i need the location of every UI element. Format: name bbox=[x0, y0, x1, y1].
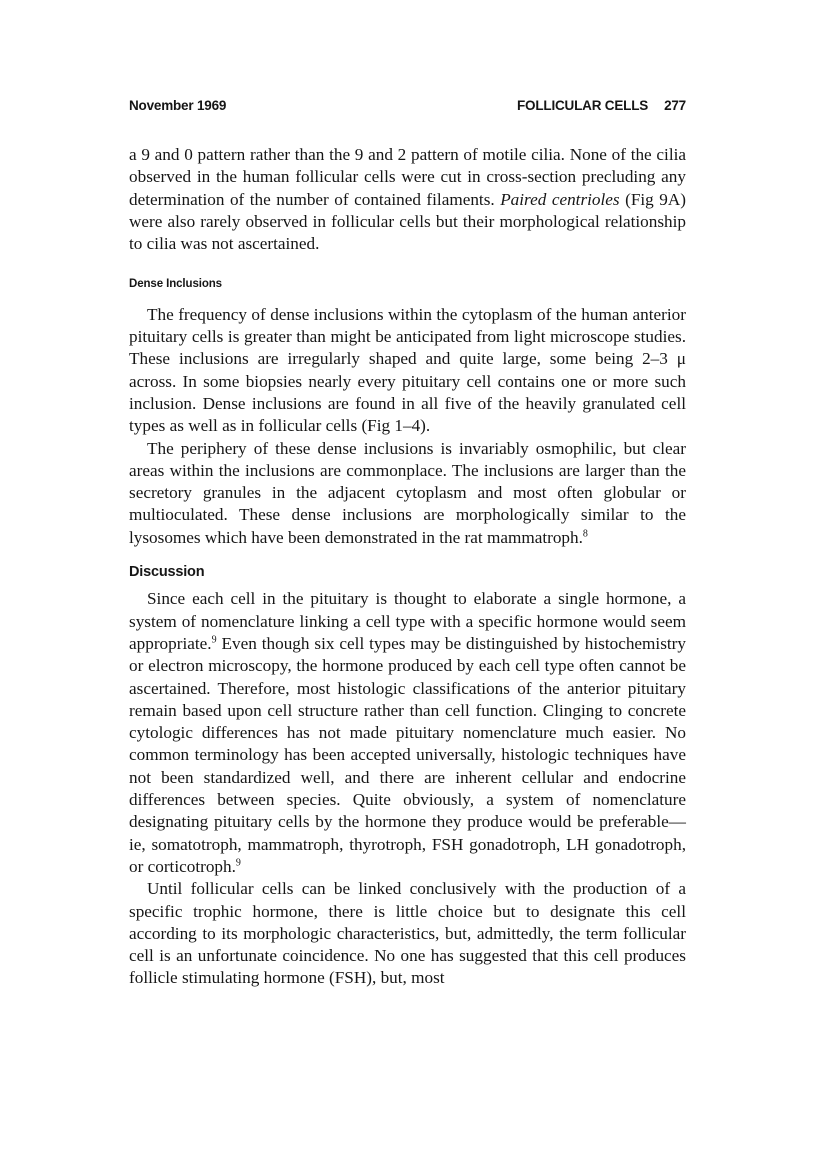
paragraph-cilia: a 9 and 0 pattern rather than the 9 and 2 pattern of motile cilia. None of the cilia observed in the human follicular cells were cut in cross-section precluding any determination of the number of contained filaments. Paired centrioles (Fig 9A) were also rarely observed in follicular cells but their morphological relationship to cilia was not ascertained. bbox=[129, 145, 686, 254]
paragraph-dense-frequency: The frequency of dense inclusions within the cytoplasm of the human anterior pituitary cells is greater than might be anticipated from light microscope studies. These inclusions are irregularly shaped and quite large, some being 2–3 μ across. In some biopsies nearly every pituitary cell contains one or more such inclusion. Dense inclusions are found in all five of the heavily granulated cell types as well as in follicular cells (Fig 1–4). bbox=[129, 304, 686, 436]
dense-inclusions-heading: Dense Inclusions bbox=[129, 278, 222, 291]
reference-9b: 9 bbox=[235, 857, 241, 869]
paragraph-nomenclature: Since each cell in the pituitary is thought to elaborate a single hormone, a system of nomenclature linking a cell type with a specific hormone would seem appropriate.$^9$ Even though six cell types may be distinguished by histochemistry or electron microscopy, the hormone produced by each cell type often cannot be ascertained. Therefore, most histologic classifications of the anterior pituitary remain based upon cell structure rather than cell function. Clinging to concrete cytologic differences has not made pituitary nomenclature much easier. No common terminology has been accepted universally, histologic techniques have not been standardized well, and there are inherent cellular and endocrine differences between species. Quite obviously, a system of nomenclature designating pituitary cells by the hormone they produce would be preferable—ie, somatotroph, mammatroph, thyrotroph, FSH gonadotroph, LH gonadotroph, or corticotroph.$^9$ bbox=[129, 589, 686, 876]
running-title: FOLLICULAR CELLS bbox=[517, 98, 649, 113]
paragraph-dense-periphery: The periphery of these dense inclusions is invariably osmophilic, but clear areas within the inclusions are commonplace. The inclusions are larger than the secretory granules in the adjacent cytoplasm and most often globular or multioculated. These dense inclusions are morphologically similar to the lysosomes which have been demonstrated in the rat mammatroph.$^8$ bbox=[129, 438, 686, 547]
reference-9a: 9 bbox=[211, 634, 217, 646]
paired-centrioles-term: Paired centrioles bbox=[500, 189, 620, 209]
discussion-heading: Discussion bbox=[129, 564, 205, 581]
running-title-group bbox=[501, 98, 686, 113]
page-number: 277 bbox=[664, 98, 686, 113]
issue-date: November 1969 bbox=[129, 98, 227, 113]
paragraph-follicular: Until follicular cells can be linked conclusively with the production of a specific trophic hormone, there is little choice but to designate this cell according to its morphologic characteristics, but, admittedly, the term follicular cell is an unfortunate coincidence. No one has suggested that this cell produces follicle stimulating hormone (FSH), but, most bbox=[129, 879, 686, 988]
running-head bbox=[129, 98, 686, 120]
journal-page bbox=[129, 98, 686, 990]
reference-8: 8 bbox=[582, 528, 588, 540]
article-body bbox=[129, 144, 686, 990]
